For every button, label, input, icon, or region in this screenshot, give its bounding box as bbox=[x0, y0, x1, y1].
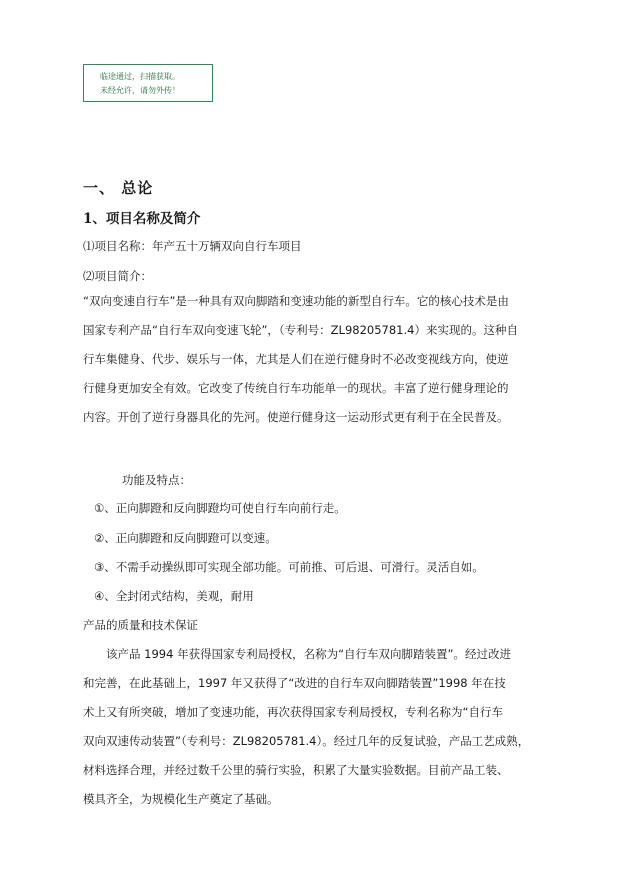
subsection-title: 1、项目名称及简介 bbox=[83, 211, 201, 227]
notice-line-2: 未经允许，请勿外传！ bbox=[100, 86, 180, 95]
quality-paragraph bbox=[83, 640, 548, 814]
intro-line: 内容。开创了逆行身器具化的先河。使逆行健身这一运动形式更有利于在全民普及。 bbox=[83, 410, 509, 424]
section-title: 一、 总论 bbox=[83, 179, 154, 197]
intro-line: 行健身更加安全有效。它改变了传统自行车功能单一的现状。丰富了逆行健身理论的 bbox=[83, 381, 509, 395]
feature-item: ④、全封闭式结构，美观，耐用 bbox=[94, 589, 254, 603]
project-intro-label: ⑵项目简介： bbox=[83, 269, 152, 283]
quality-line: 材料选择合理，并经过数千公里的骑行实验，积累了大量实验数据。目前产品工装、 bbox=[83, 763, 509, 777]
quality-line: 术上又有所突破，增加了变速功能，再次获得国家专利局授权，专利名称为“自行车 bbox=[83, 705, 503, 719]
feature-item: ②、正向脚蹬和反向脚蹬可以变速。 bbox=[94, 531, 277, 545]
quality-line: 模具齐全，为规模化生产奠定了基础。 bbox=[83, 792, 279, 806]
quality-line: 该产品 1994 年获得国家专利局授权，名称为“自行车双向脚踏装置”。经过改进 bbox=[106, 647, 511, 661]
features-label: 功能及特点： bbox=[122, 473, 191, 487]
project-name-line: ⑴项目名称：年产五十万辆双向自行车项目 bbox=[83, 239, 302, 253]
intro-line: 行车集健身、代步、娱乐与一体，尤其是人们在逆行健身时不必改变视线方向，使逆 bbox=[83, 352, 509, 366]
notice-line-1: 临途通过，扫描获取。 bbox=[100, 72, 180, 81]
quality-line: 双向双速传动装置”（专利号：ZL98205781.4）。经过几年的反复试验，产品工艺成熟， bbox=[83, 734, 530, 748]
intro-paragraph bbox=[83, 287, 548, 432]
feature-item: ①、正向脚蹬和反向脚蹬均可使自行车向前行走。 bbox=[94, 501, 346, 515]
confidential-notice-box bbox=[83, 64, 213, 102]
intro-line: “双向变速自行车”是一种具有双向脚踏和变速功能的新型自行车。它的核心技术是由 bbox=[83, 294, 509, 308]
quality-heading: 产品的质量和技术保证 bbox=[83, 618, 198, 632]
intro-line: 国家专利产品“自行车双向变速飞轮”，（专利号：ZL98205781.4）来实现的。这种自 bbox=[83, 323, 518, 337]
feature-item: ③、不需手动操纵即可实现全部功能。可前推、可后退、可滑行。灵活自如。 bbox=[94, 560, 484, 574]
quality-line: 和完善，在此基础上，1997 年又获得了“改进的自行车双向脚踏装置”1998 年在技 bbox=[83, 676, 506, 690]
